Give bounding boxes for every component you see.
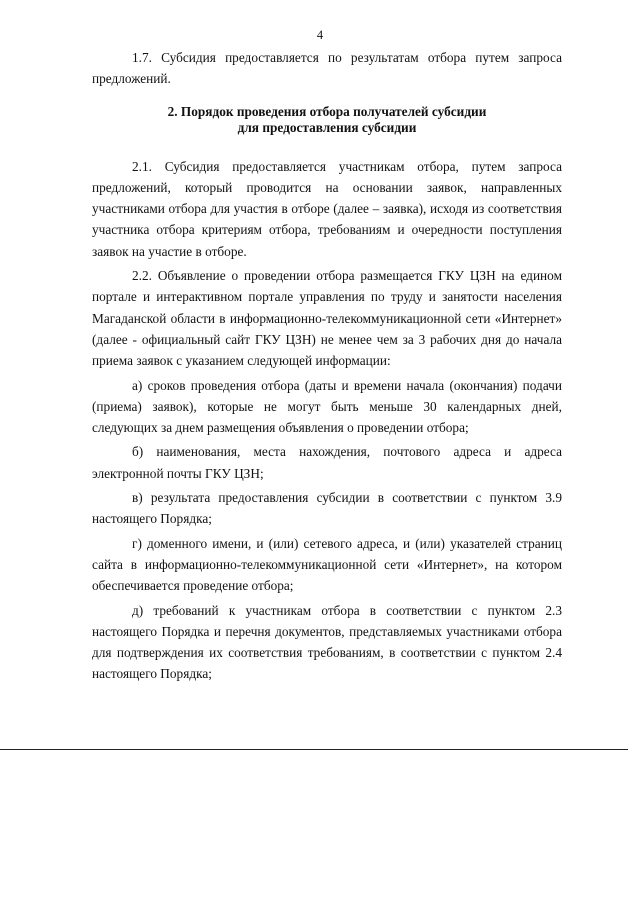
page-number: 4 bbox=[316, 28, 324, 42]
list-item-g: г) доменного имени, и (или) сетевого адреса, и (или) указателей страниц сайта в информационно-телекоммуникационной сети «Интернет», на котором обеспечивается проведение отбора; bbox=[92, 535, 562, 594]
paragraph-2-1: 2.1. Субсидия предоставляется участникам отбора, путем запроса предложений, который проводится на основании заявок, направленных участниками отбора для участия в отборе (далее – заявка), исходя из соответствия участника отбора критериям отбора, требованиям и очередности поступления заявок на участие в отборе. bbox=[92, 158, 562, 259]
list-item-v: в) результата предоставления субсидии в соответствии с пунктом 3.9 настоящего Порядка; bbox=[92, 490, 562, 527]
paragraph-2-2: 2.2. Объявление о проведении отбора размещается ГКУ ЦЗН на едином портале и интерактивном портале управления по труду и занятости населения Магаданской области в информационно-телекоммуникационной сети «Интернет» (далее - официальный сайт ГКУ ЦЗН) не менее чем за 3 рабочих дня до начала приема заявок с указанием следующей информации: bbox=[92, 268, 562, 369]
footer-divider bbox=[0, 749, 628, 750]
list-item-b: б) наименования, места нахождения, почтового адреса и адреса электронной почты ГКУ ЦЗН; bbox=[92, 444, 562, 481]
list-item-a: а) сроков проведения отбора (даты и времени начала (окончания) подачи (приема) заявок), которые не могут быть меньше 30 календарных дней, следующих за днем размещения объявления о проведении отбора; bbox=[92, 377, 562, 436]
paragraph-1-7: 1.7. Субсидия предоставляется по результатам отбора путем запроса предложений. bbox=[92, 50, 562, 87]
document-body bbox=[92, 47, 562, 688]
list-item-d: д) требований к участникам отбора в соответствии с пунктом 2.3 настоящего Порядка и перечня документов, представляемых участниками отбора для подтверждения их соответствия требованиям, в соответствии с пунктом 2.4 настоящего Порядка; bbox=[92, 602, 562, 682]
section-heading bbox=[92, 104, 562, 136]
section-heading-line-2: для предоставления субсидии bbox=[237, 119, 417, 135]
section-heading-line-1: 2. Порядок проведения отбора получателей субсидии bbox=[167, 103, 487, 119]
